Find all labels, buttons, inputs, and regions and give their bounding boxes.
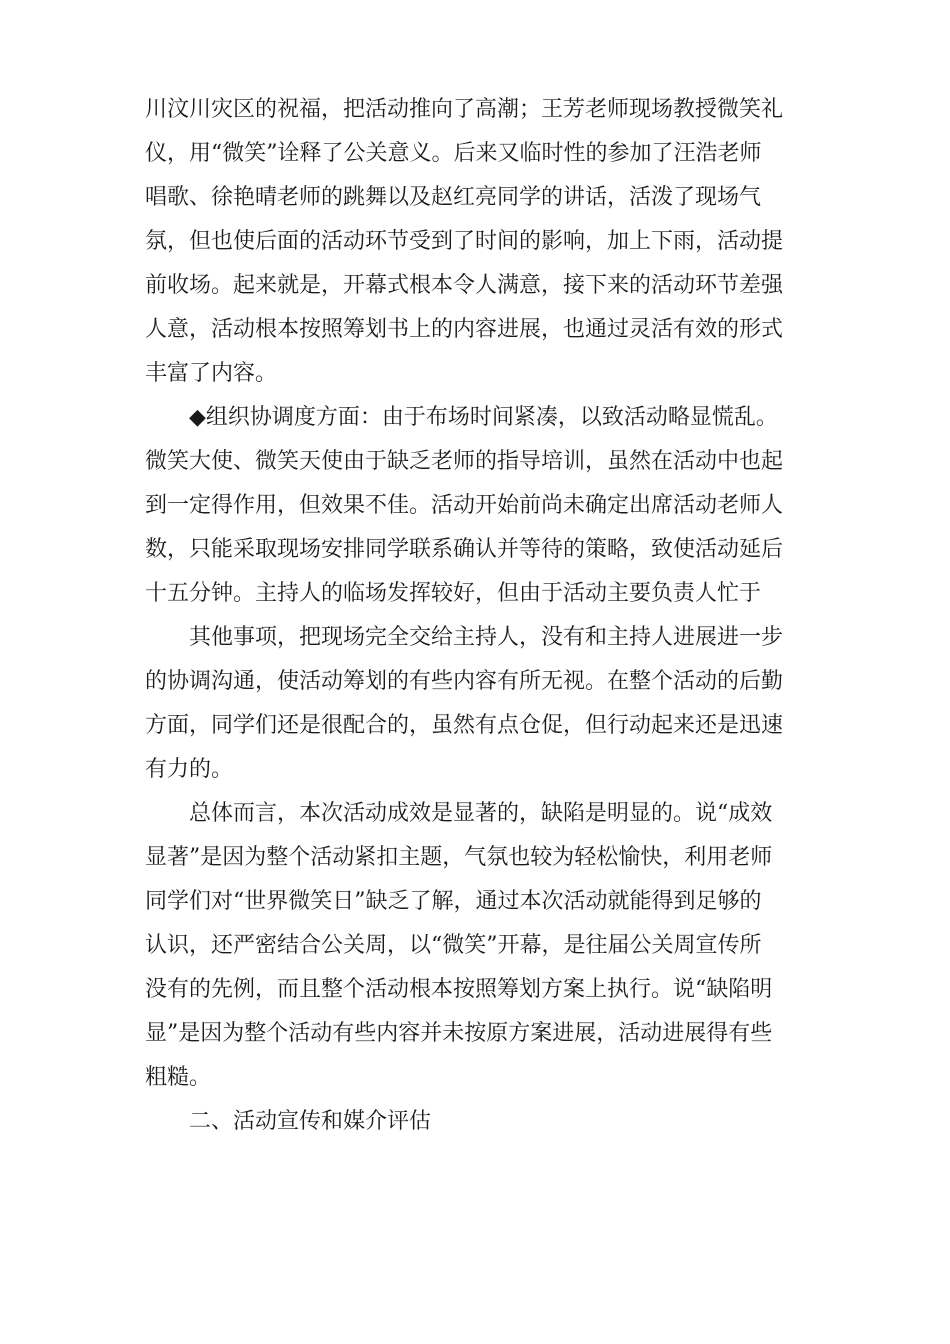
paragraph-3 xyxy=(145,616,805,792)
paragraph-line: 其他事项，把现场完全交给主持人，没有和主持人进展进一步 xyxy=(189,625,784,650)
paragraph-1 xyxy=(145,88,805,396)
paragraph-line: 微笑大使、微笑天使由于缺乏老师的指导培训，虽然在活动中也起 xyxy=(145,449,784,474)
paragraph-line: 十五分钟。主持人的临场发挥较好，但由于活动主要负责人忙于 xyxy=(145,581,762,606)
paragraph-line: 没有的先例，而且整个活动根本按照筹划方案上执行。说“缺陷明 xyxy=(145,977,773,1002)
paragraph-line: 人意，活动根本按照筹划书上的内容进展，也通过灵活有效的形式 xyxy=(145,317,784,342)
paragraph-4 xyxy=(145,792,805,1100)
paragraph-line: 粗糙。 xyxy=(145,1065,212,1090)
paragraph-line: 丰富了内容。 xyxy=(145,361,278,386)
paragraph-line: 数，只能采取现场安排同学联系确认并等待的策略，致使活动延后 xyxy=(145,537,784,562)
section-heading xyxy=(145,1100,805,1144)
paragraph-line: 同学们对“世界微笑日”缺乏了解，通过本次活动就能得到足够的 xyxy=(145,889,762,914)
paragraph-2 xyxy=(145,396,805,616)
paragraph-line: 方面，同学们还是很配合的，虽然有点仓促，但行动起来还是迅速 xyxy=(145,713,784,738)
paragraph-line: 总体而言，本次活动成效是显著的，缺陷是明显的。说“成效 xyxy=(189,801,773,826)
paragraph-line: 仪，用“微笑”诠释了公关意义。后来又临时性的参加了汪浩老师 xyxy=(145,141,762,166)
paragraph-line: ◆组织协调度方面：由于布场时间紧凑，以致活动略显慌乱。 xyxy=(189,405,778,430)
paragraph-line: 认识，还严密结合公关周，以“微笑”开幕，是往届公关周宣传所 xyxy=(145,933,762,958)
paragraph-line: 氛，但也使后面的活动环节受到了时间的影响，加上下雨，活动提 xyxy=(145,229,784,254)
paragraph-line: 显著”是因为整个活动紧扣主题，气氛也较为轻松愉快，利用老师 xyxy=(145,845,773,870)
paragraph-line: 显”是因为整个活动有些内容并未按原方案进展，活动进展得有些 xyxy=(145,1021,773,1046)
paragraph-line: 的协调沟通，使活动筹划的有些内容有所无视。在整个活动的后勤 xyxy=(145,669,784,694)
paragraph-line: 川汶川灾区的祝福，把活动推向了高潮；王芳老师现场教授微笑礼 xyxy=(145,97,784,122)
paragraph-line: 唱歌、徐艳晴老师的跳舞以及赵红亮同学的讲话，活泼了现场气 xyxy=(145,185,762,210)
paragraph-line: 到一定得作用，但效果不佳。活动开始前尚未确定出席活动老师人 xyxy=(145,493,784,518)
section-heading-text: 二、活动宣传和媒介评估 xyxy=(189,1109,432,1134)
paragraph-line: 有力的。 xyxy=(145,757,234,782)
paragraph-line: 前收场。起来就是，开幕式根本令人满意，接下来的活动环节差强 xyxy=(145,273,784,298)
